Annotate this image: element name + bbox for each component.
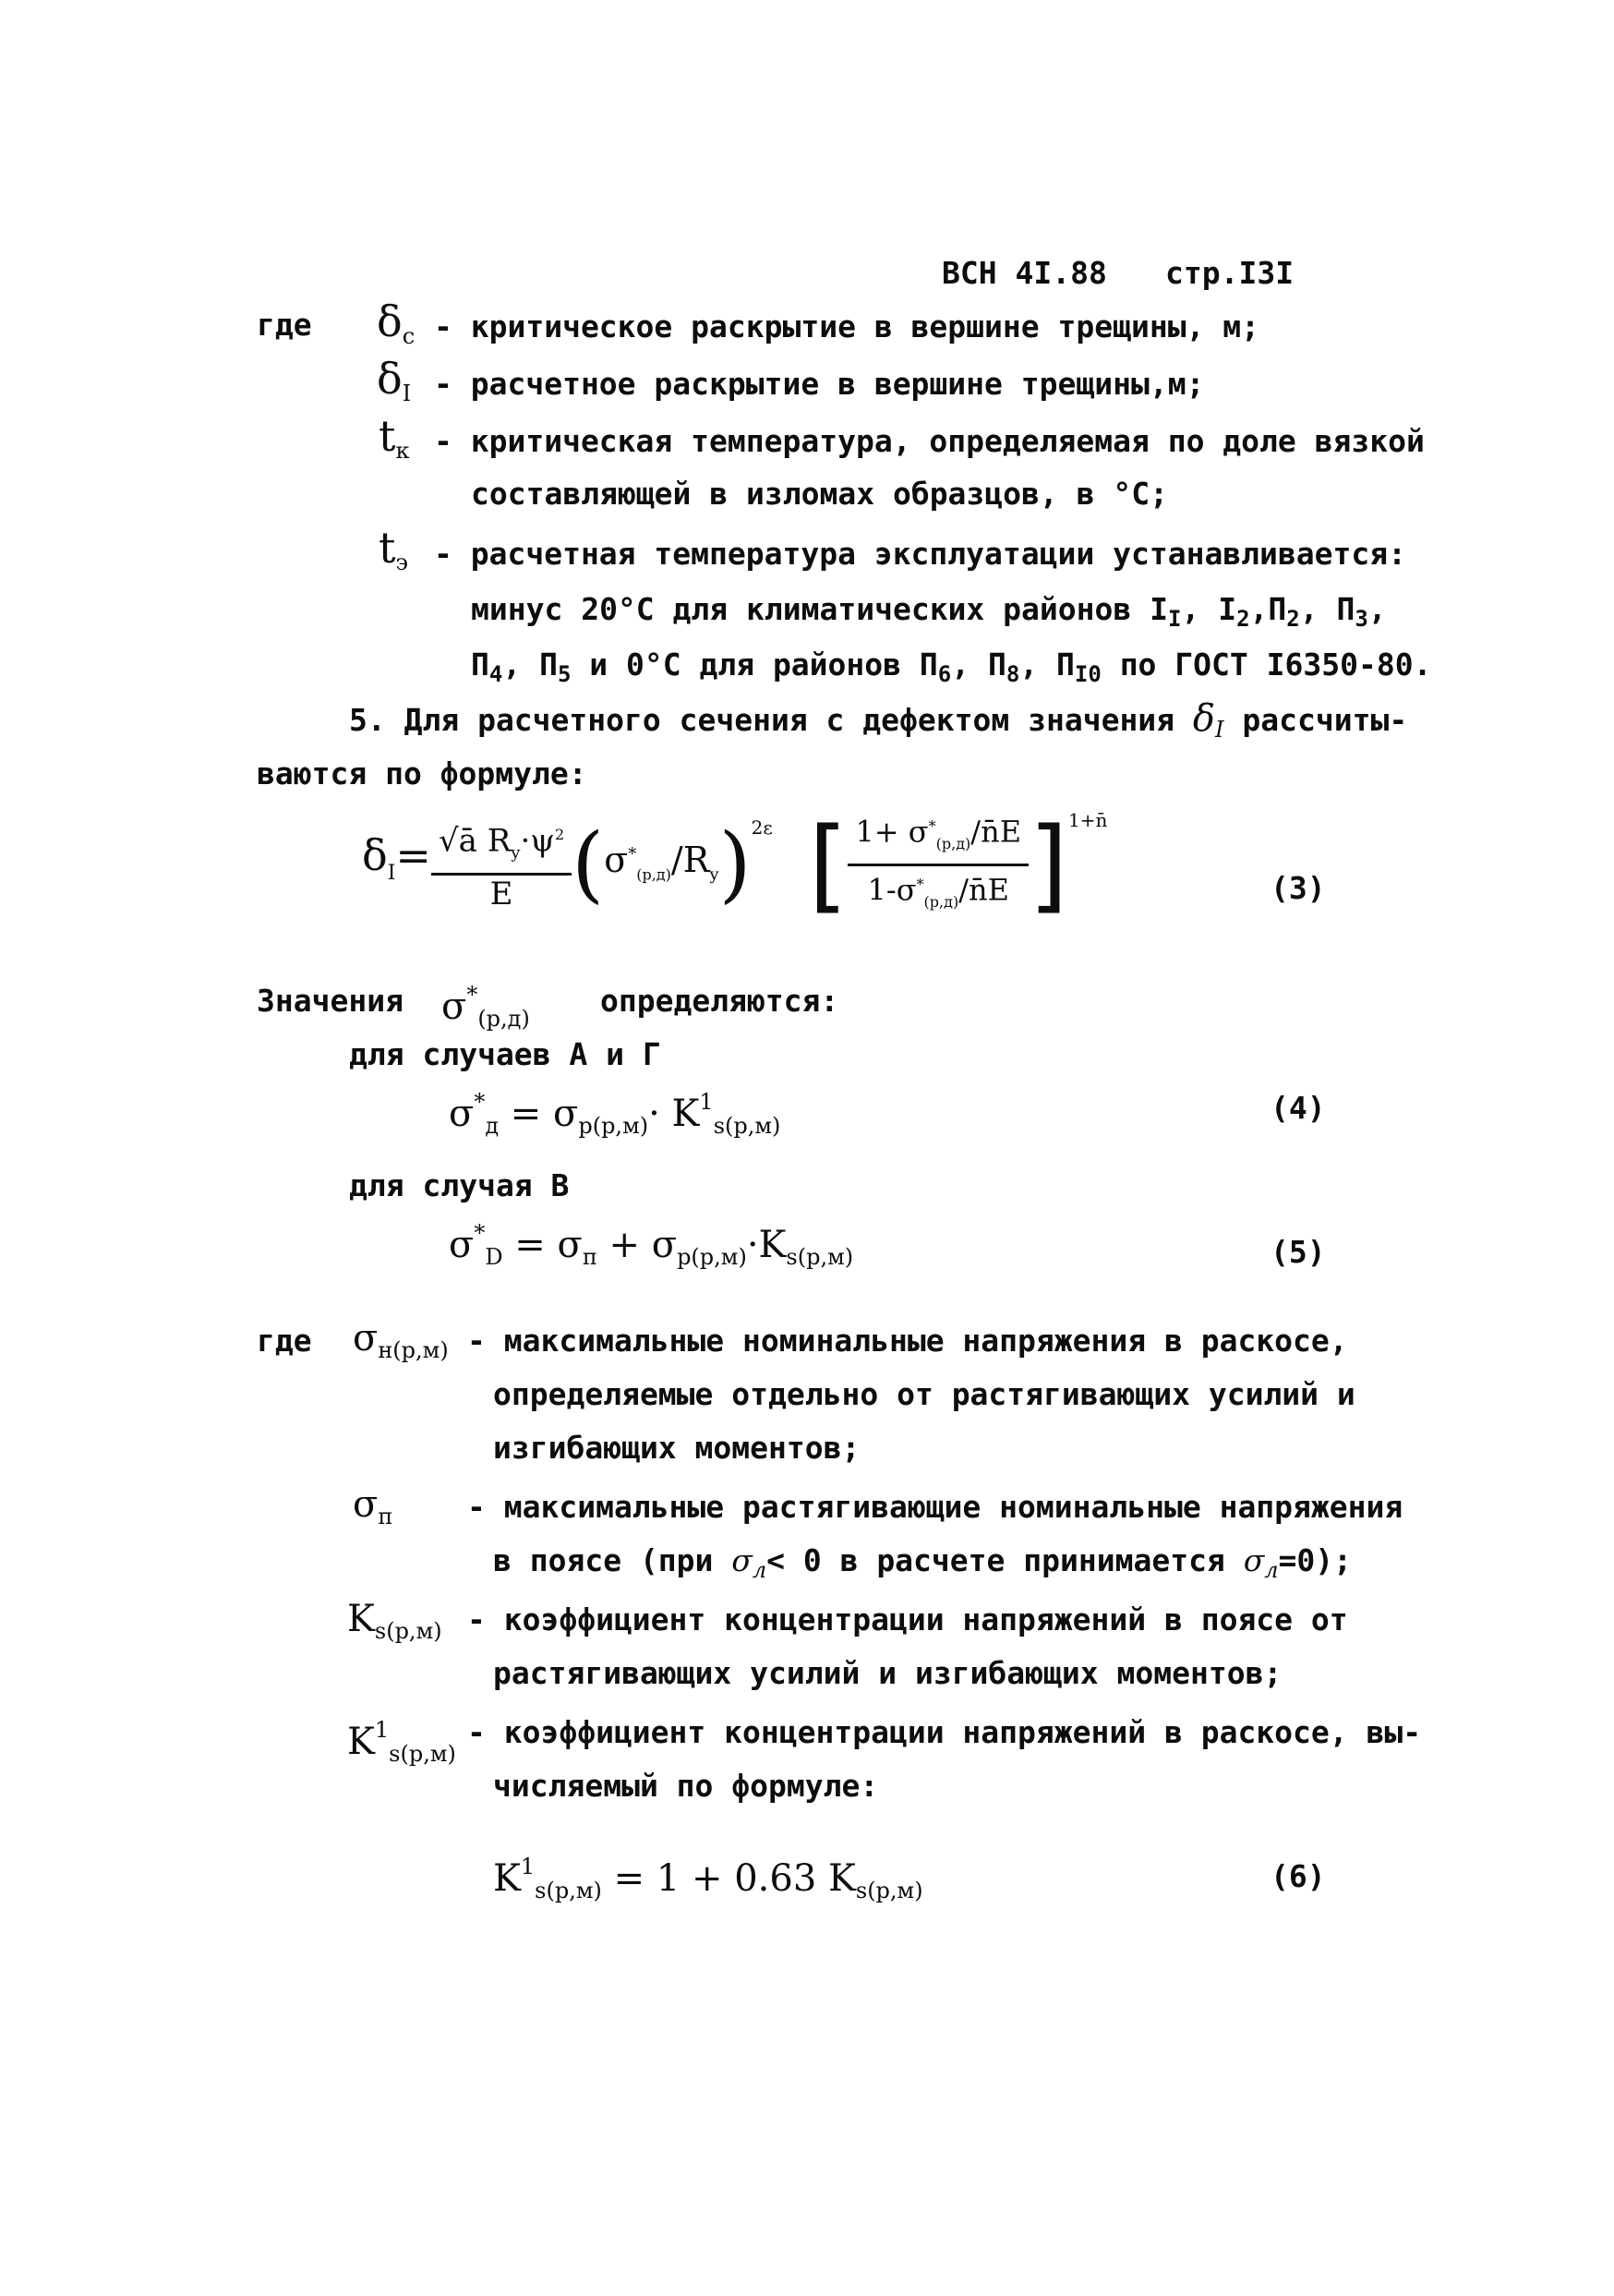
- section5-text: 5. Для расчетного сечения с дефектом значения: [349, 702, 1175, 738]
- formula-6-number: (6): [1271, 1858, 1326, 1894]
- def-ks1-line1: - коэффициент концентрации напряжений в раскосе, вы-: [467, 1714, 1422, 1750]
- def-sigma-n-line1: - максимальные номинальные напряжения в раскосе,: [467, 1323, 1348, 1359]
- sigma-pd-symbol: $\sigma^*_{(р,д)}$: [441, 982, 530, 1032]
- formula-3-number: (3): [1271, 870, 1326, 906]
- values-tail: определяются:: [600, 983, 839, 1019]
- sigma-n-symbol: $\sigma_{н(р,м)}$: [353, 1317, 449, 1363]
- def-delta-c: - критическое раскрытие в вершине трещины, м;: [434, 308, 1260, 344]
- formula-5: $\sigma^*_D = \sigma_п + \sigma_{р(р,м)}\cdot K_{s(р,м)}$: [449, 1220, 854, 1270]
- delta-i-inline: $\delta_I$: [1192, 697, 1224, 743]
- def-t-e-line3: $П_4$, $П_5$ и 0°С для районов $П_6$, $П_8$, $П_{I0}$ по ГОСТ I6350-80.: [471, 647, 1432, 687]
- def-t-k-line1: - критическая температура, определяемая по доле вязкой: [434, 423, 1425, 459]
- formula-3: $\delta_I=$ $\frac{√ā R_y\cdot\psi^2}{E}$ $(\sigma^*_{(р,д)}/R_y)^{2\varepsilon}$ [ $\frac{1+ \sigma^*_{(р,д)}/n̄E}{1-\sigma^*_{(р,д)}/n̄E}$ ]$^{1+n̄}$: [362, 805, 1108, 924]
- where-label: где: [257, 307, 312, 343]
- t-k-symbol: $t_к$: [379, 411, 410, 464]
- def-sigma-p-line2: [493, 1542, 1352, 1589]
- formula-6: $K^1_{s(р,м)} = 1 + 0.63$ $K_{s(р,м)}$: [493, 1854, 923, 1903]
- section5-tail: рассчиты-: [1242, 702, 1408, 738]
- t-e-symbol: $t_э$: [379, 523, 408, 575]
- doc-code: ВСН 4I.88: [942, 255, 1107, 291]
- def-sigma-n-line2: определяемые отдельно от растягивающих усилий и: [493, 1376, 1355, 1412]
- ks-symbol: $K_{s(р,м)}$: [347, 1598, 442, 1644]
- sigma-p-pre: в поясе (при: [493, 1542, 714, 1578]
- formula-4-number: (4): [1271, 1090, 1326, 1126]
- def-t-e-line1: - расчетная температура эксплуатации устанавливается:: [434, 536, 1406, 572]
- def-delta-i: - расчетное раскрытие в вершине трещины,м;: [434, 366, 1205, 402]
- section5-line1: [349, 697, 1408, 748]
- climate-prefix: минус 20°С для климатических районов: [471, 591, 1132, 627]
- sigma-p-mid: < 0 в расчете принимается: [766, 1542, 1225, 1578]
- climate-suffix: по ГОСТ I6350-80.: [1119, 647, 1432, 683]
- sigma-p-end: =0);: [1278, 1542, 1352, 1578]
- climate-mid: и 0°С для районов: [589, 647, 902, 683]
- def-sigma-n-line3: изгибающих моментов;: [493, 1430, 861, 1466]
- delta-c-symbol: $\delta_c$: [377, 296, 416, 349]
- def-ks-line2: растягивающих усилий и изгибающих моментов;: [493, 1655, 1283, 1691]
- sigma-l-inline-2: $\sigma_л$: [1243, 1542, 1279, 1583]
- ks1-symbol: $K^1_{s(р,м)}$: [347, 1717, 456, 1767]
- sigma-p-symbol: $\sigma_п$: [353, 1483, 393, 1529]
- def-t-e-line2: минус 20°С для климатических районов $I_I$, $I_2,П_2$, $П_3$,: [471, 591, 1387, 632]
- def-ks1-line2: числяемый по формуле:: [493, 1768, 879, 1804]
- def-ks-line1: - коэффициент концентрации напряжений в поясе от: [467, 1601, 1348, 1637]
- case-v-label: для случая В: [349, 1167, 570, 1203]
- values-lead: Значения: [257, 983, 404, 1019]
- section5-line2: ваются по формуле:: [257, 755, 587, 792]
- delta-i-symbol: $\delta_I$: [377, 354, 412, 406]
- where-label-2: где: [257, 1323, 312, 1359]
- formula-5-number: (5): [1271, 1234, 1326, 1270]
- sigma-l-inline-1: $\sigma_л$: [731, 1542, 767, 1583]
- def-sigma-p-line1: - максимальные растягивающие номинальные напряжения: [467, 1489, 1403, 1525]
- case-ag-label: для случаев А и Г: [349, 1036, 661, 1072]
- formula-4: $\sigma^*_д = \sigma_{р(р,м)}\cdot K^1_{s(р,м)}$: [449, 1089, 781, 1139]
- page-number: стр.I3I: [1165, 255, 1295, 291]
- def-t-k-line2: составляющей в изломах образцов, в °С;: [471, 476, 1168, 512]
